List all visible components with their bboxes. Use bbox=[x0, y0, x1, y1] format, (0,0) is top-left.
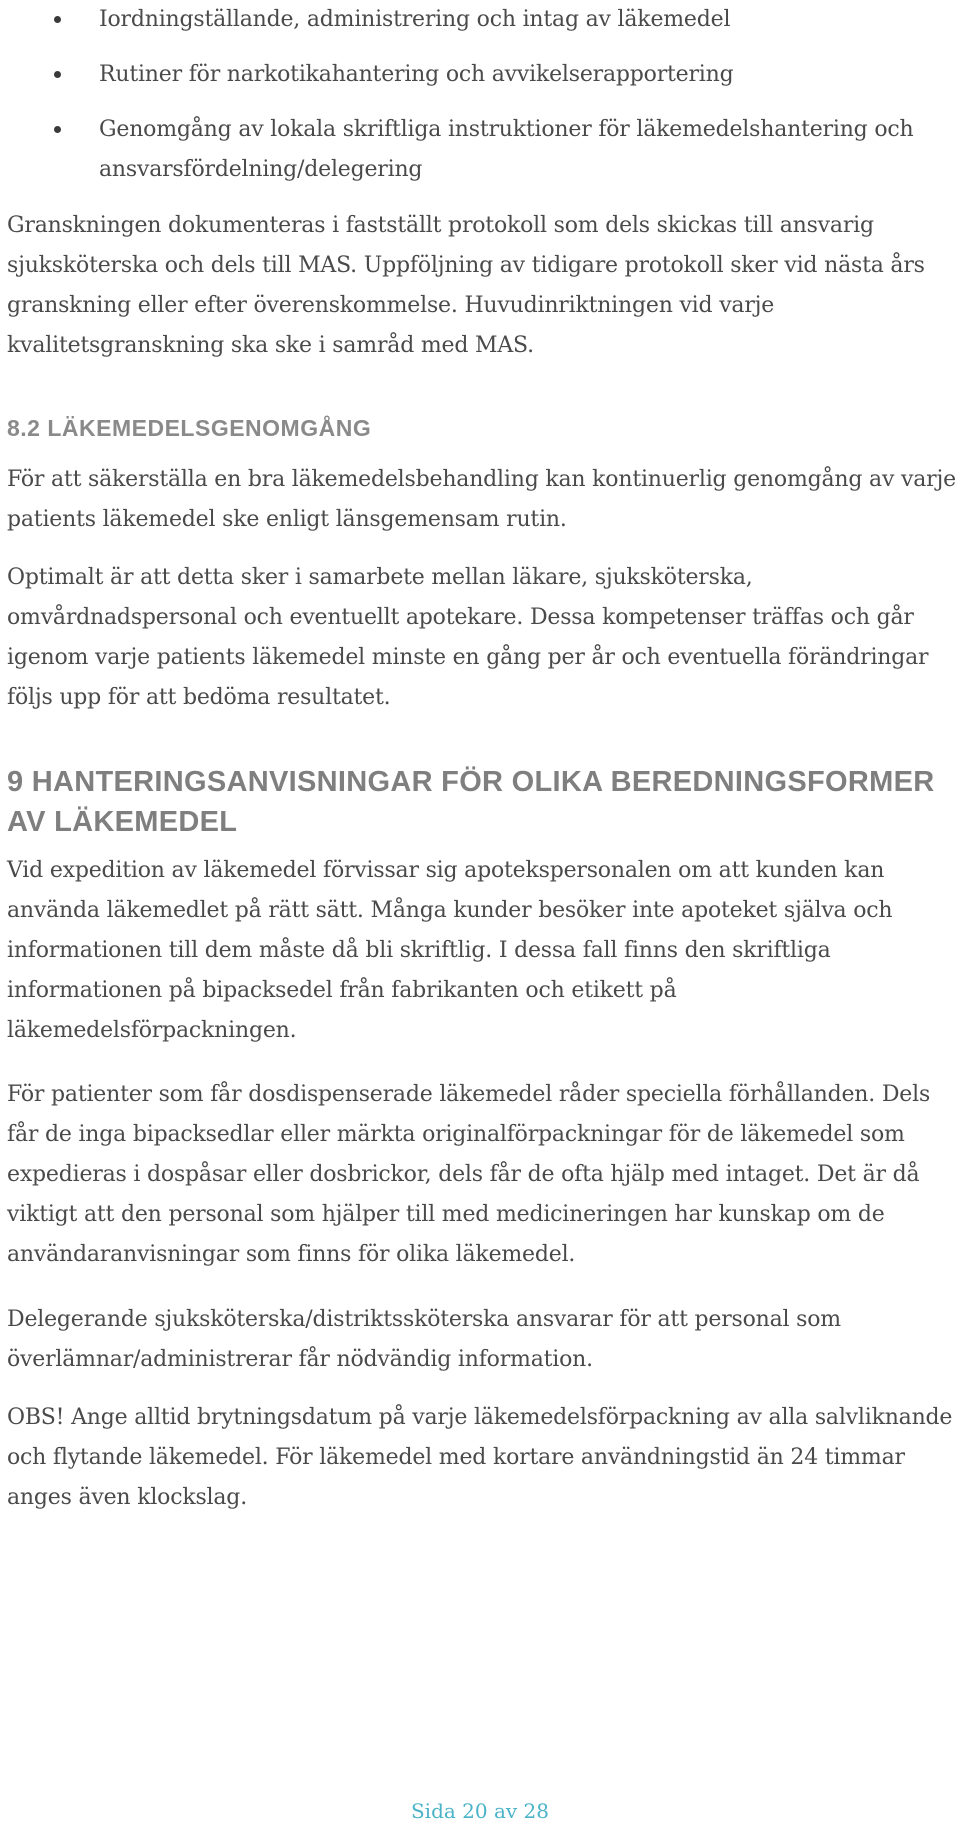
paragraph-granskning: Granskningen dokumenteras i fastställt protokoll som dels skickas till ansvarig sjuksköterska och dels till MAS. Uppföljning av tidigare protokoll sker vid nästa års granskning eller efter överenskommelse. Huvudinriktningen vid varje kvalitetsgranskning ska ske i samråd med MAS. bbox=[7, 213, 925, 358]
list-item-text: Genomgång av lokala skriftliga instruktioner för läkemedelshantering och ansvarsfördelning/delegering bbox=[99, 117, 914, 182]
list-item-text: Iordningställande, administrering och intag av läkemedel bbox=[99, 7, 731, 32]
paragraph-expedition: Vid expedition av läkemedel förvissar sig apotekspersonalen om att kunden kan använda läkemedlet på rätt sätt. Många kunder besöker inte apoteket själva och informationen till dem måste då bli skriftlig. I dessa fall finns den skriftliga informationen på bipacksedel från fabrikanten och etikett på läkemedelsförpackningen. bbox=[7, 858, 893, 1043]
paragraph-delegering: Delegerande sjuksköterska/distriktssköterska ansvarar för att personal som överlämnar/administrerar får nödvändig information. bbox=[7, 1307, 841, 1372]
list-item bbox=[7, 0, 957, 40]
bullet-icon bbox=[54, 126, 61, 133]
list-item bbox=[7, 55, 957, 95]
list-item bbox=[7, 110, 957, 190]
bullet-list bbox=[7, 0, 957, 205]
paragraph-obs: OBS! Ange alltid brytningsdatum på varje läkemedelsförpackning av alla salvliknande och flytande läkemedel. För läkemedel med kortare användningstid än 24 timmar anges även klockslag. bbox=[7, 1405, 953, 1510]
paragraph-genomgang: För att säkerställa en bra läkemedelsbehandling kan kontinuerlig genomgång av varje patients läkemedel ske enligt länsgemensam rutin. bbox=[7, 467, 956, 532]
list-item-text: Rutiner för narkotikahantering och avvikelserapportering bbox=[99, 62, 734, 87]
bullet-icon bbox=[54, 71, 61, 78]
paragraph-dosdispenserade: För patienter som får dosdispenserade läkemedel råder speciella förhållanden. Dels får de inga bipacksedlar eller märkta originalförpackningar för de läkemedel som expedieras i dospåsar eller dosbrickor, dels får de ofta hjälp med intaget. Det är då viktigt att den personal som hjälper till med medicineringen har kunskap om de användaranvisningar som finns för olika läkemedel. bbox=[7, 1082, 931, 1267]
bullet-icon bbox=[54, 16, 61, 23]
page-number: Sida 20 av 28 bbox=[410, 1799, 550, 1823]
paragraph-samarbete: Optimalt är att detta sker i samarbete mellan läkare, sjuksköterska, omvårdnadspersonal och eventuellt apotekare. Dessa kompetenser träffas och går igenom varje patients läkemedel minste en gång per år och eventuella förändringar följs upp för att bedöma resultatet. bbox=[7, 565, 929, 710]
section-heading-9: 9 HANTERINGSANVISNINGAR FÖR OLIKA BEREDNINGSFORMER AV LÄKEMEDEL bbox=[7, 766, 935, 838]
section-heading-8-2: 8.2 LÄKEMEDELSGENOMGÅNG bbox=[7, 415, 372, 441]
